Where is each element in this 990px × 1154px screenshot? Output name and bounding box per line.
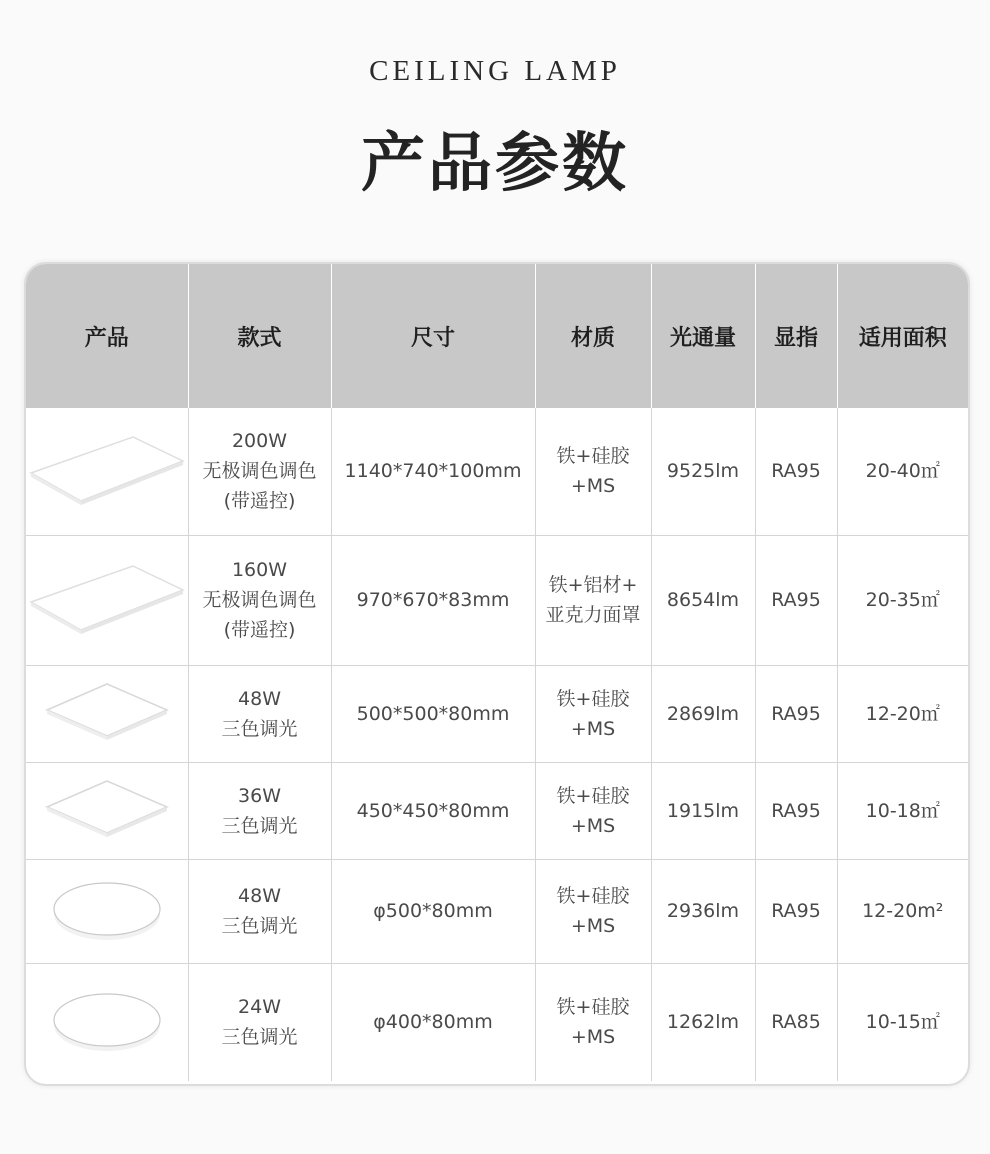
cri-cell: RA95 [755,665,837,762]
material-line: 铁+硅胶 [556,784,630,807]
product-cell [26,963,188,1081]
luminous-flux-cell: 2869lm [651,665,755,762]
style-cell [188,535,331,665]
area-cell: 20-40㎡ [837,408,968,535]
spec-table [26,264,968,1081]
table-row [26,535,968,665]
table-row [26,963,968,1081]
size-cell: 970*670*83mm [331,535,535,665]
product-cell [26,665,188,762]
page-subtitle: CEILING LAMP [369,55,621,87]
style-line: (带遥控) [223,619,296,641]
material-line: 铁+硅胶 [556,885,630,907]
style-line: 三色调光 [221,915,298,937]
cri-cell: RA95 [755,535,837,665]
area-cell: 12-20㎡ [837,665,968,762]
rectangle-lamp-medium-icon [26,560,188,640]
product-cell [26,535,188,665]
material-cell [535,408,651,535]
style-line: 无极调色调色 [202,460,317,483]
style-line: 24W [238,996,281,1019]
style-line: 三色调光 [221,814,298,837]
product-cell [26,762,188,859]
material-line: 铁+铝材+ [548,574,638,596]
spec-table-card [24,262,970,1086]
column-header-size: 尺寸 [331,264,535,408]
material-line: 铁+硅胶 [556,445,630,468]
table-row [26,665,968,762]
column-header-material: 材质 [535,264,651,408]
size-cell: 1140*740*100mm [331,408,535,535]
area-cell: 12-20m² [837,859,968,963]
table-row [26,762,968,859]
style-cell [188,665,331,762]
round-lamp-icon [26,878,188,944]
material-cell [535,665,651,762]
product-cell [26,859,188,963]
column-header-area: 适用面积 [837,264,968,408]
area-cell: 20-35㎡ [837,535,968,665]
cri-cell: RA95 [755,762,837,859]
rectangle-lamp-large-icon [26,431,188,511]
style-line: 无极调色调色 [202,589,317,611]
material-cell [535,963,651,1081]
size-cell: φ400*80mm [331,963,535,1081]
square-lamp-icon [26,680,188,748]
column-header-cri: 显指 [755,264,837,408]
style-line: 48W [238,885,281,907]
material-line: +MS [570,915,616,937]
square-lamp-icon [26,777,188,845]
area-cell: 10-18㎡ [837,762,968,859]
table-row [26,859,968,963]
size-cell: 500*500*80mm [331,665,535,762]
style-line: 160W [231,559,288,581]
style-line: 48W [238,687,281,710]
luminous-flux-cell: 1262lm [651,963,755,1081]
cri-cell: RA95 [755,859,837,963]
luminous-flux-cell: 1915lm [651,762,755,859]
style-line: 三色调光 [221,1026,298,1049]
material-line: +MS [570,1026,616,1049]
luminous-flux-cell: 9525lm [651,408,755,535]
table-header-row [26,264,968,408]
style-cell [188,408,331,535]
material-cell [535,762,651,859]
size-cell: φ500*80mm [331,859,535,963]
area-cell: 10-15㎡ [865,1011,940,1034]
column-header-product: 产品 [26,264,188,408]
style-cell [188,859,331,963]
cri-cell: RA85 [755,963,837,1081]
style-line: 三色调光 [221,717,298,740]
page-title: 产品参数 [361,126,629,201]
material-cell [535,859,651,963]
material-line: +MS [570,717,616,740]
table-row [26,408,968,535]
style-line: (带遥控) [223,490,296,513]
material-line: +MS [570,814,616,837]
cri-cell: RA95 [755,408,837,535]
round-lamp-icon [26,989,188,1055]
size-cell: 450*450*80mm [331,762,535,859]
style-line: 36W [238,784,281,807]
style-line: 200W [231,430,288,453]
material-line: +MS [570,475,616,498]
luminous-flux-cell: 8654lm [651,535,755,665]
material-line: 铁+硅胶 [556,996,630,1019]
material-line: 亚克力面罩 [545,604,641,626]
style-cell [188,963,331,1081]
material-cell [535,535,651,665]
style-cell [188,762,331,859]
material-line: 铁+硅胶 [556,687,630,710]
column-header-luminous-flux: 光通量 [651,264,755,408]
product-cell [26,408,188,535]
column-header-style: 款式 [188,264,331,408]
luminous-flux-cell: 2936lm [651,859,755,963]
